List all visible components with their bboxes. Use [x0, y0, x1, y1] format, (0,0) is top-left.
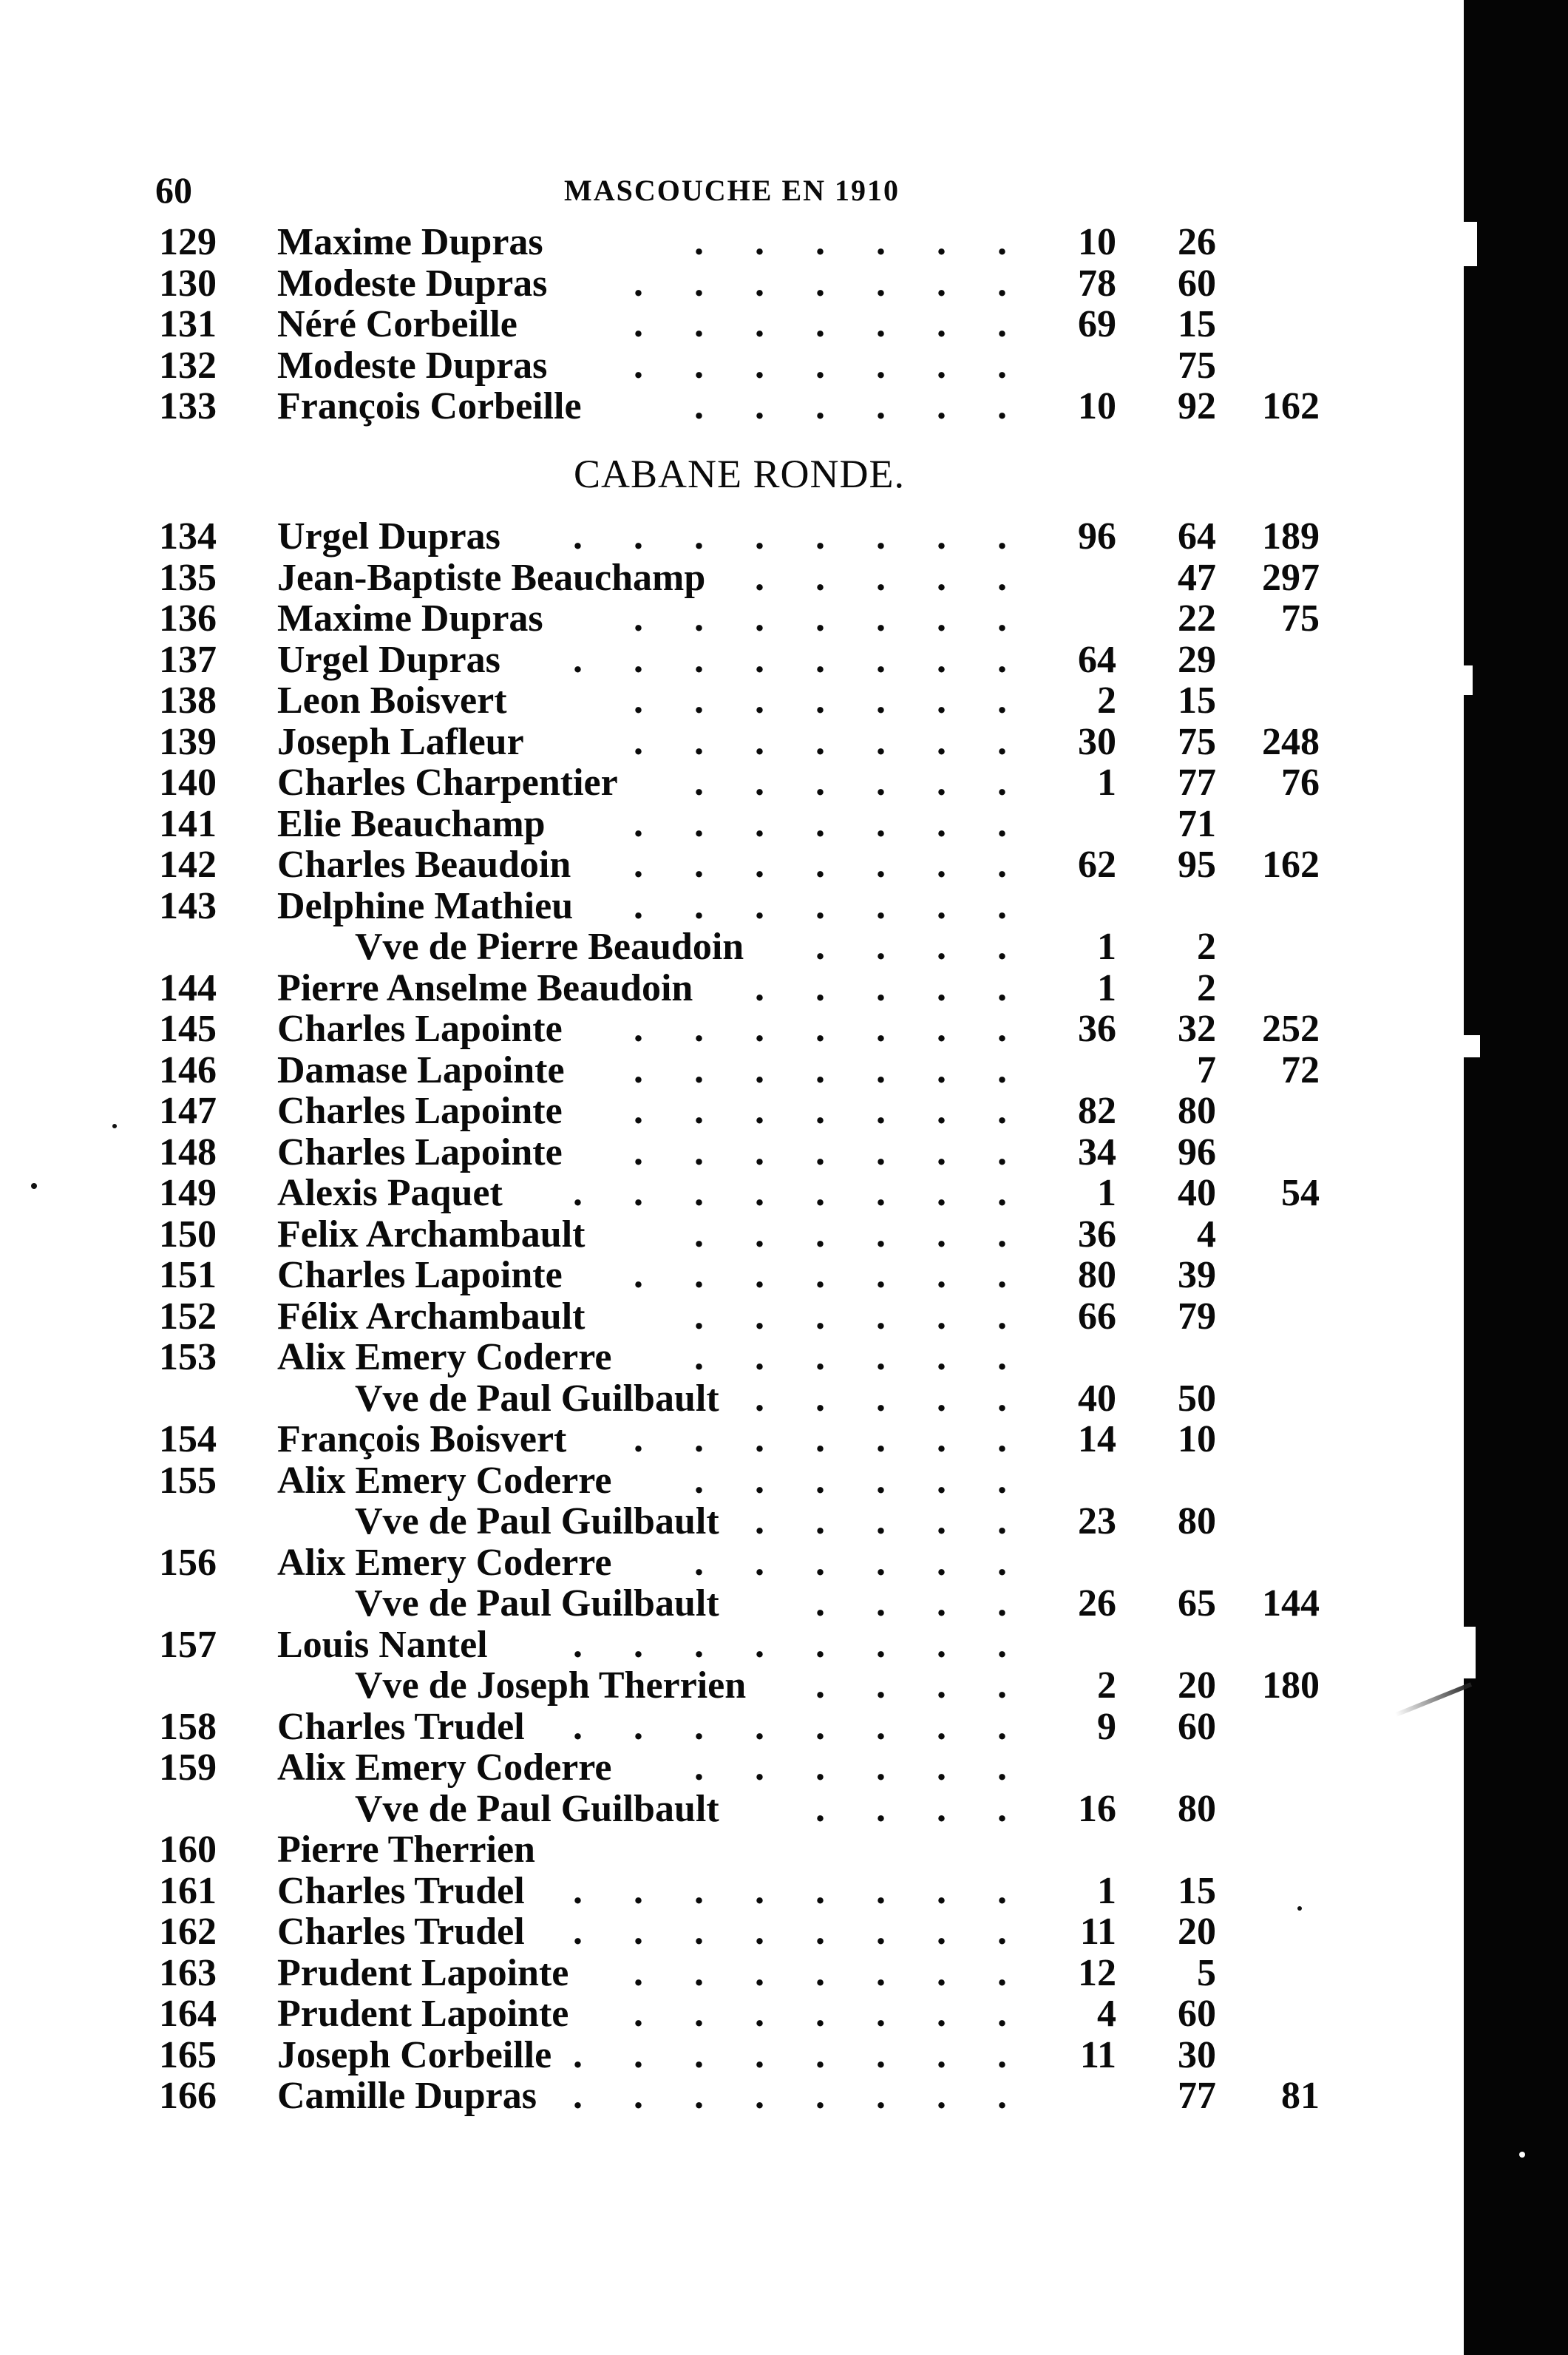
entry-number: 146 — [159, 1048, 217, 1091]
entry-value-col2: 15 — [1178, 303, 1216, 345]
entry-name: Pierre Therrien — [277, 1829, 535, 1871]
dot-leader: . . . . . . . — [634, 1048, 1028, 1091]
entry-value-col1: 4 — [1097, 1993, 1116, 2035]
dot-leader: . . . . . . . . — [573, 1869, 1028, 1912]
entry-name: Maxime Dupras — [277, 221, 543, 263]
dot-leader: . . . . . — [755, 556, 1028, 599]
entry-row — [0, 1911, 1464, 1953]
entry-value-col1: 10 — [1078, 385, 1116, 427]
entry-value-col1: 80 — [1078, 1254, 1116, 1296]
entry-row — [0, 1419, 1464, 1460]
entry-value-col3: 72 — [1281, 1048, 1320, 1091]
dot-leader: . . . . . — [755, 1500, 1028, 1542]
entry-value-col2: 30 — [1178, 2033, 1216, 2076]
dot-leader: . . . . . . . — [634, 1418, 1028, 1460]
entry-value-col1: 23 — [1078, 1500, 1116, 1542]
entry-value-col1: 1 — [1097, 926, 1116, 968]
entry-number: 147 — [159, 1090, 217, 1132]
entry-value-col1: 96 — [1078, 515, 1116, 558]
entry-value-col2: 92 — [1178, 385, 1216, 427]
entry-name: Jean-Baptiste Beauchamp — [277, 556, 706, 599]
entry-value-col1: 11 — [1079, 2033, 1116, 2076]
entry-value-col2: 80 — [1178, 1787, 1216, 1830]
entry-row — [0, 1050, 1464, 1091]
entry-row — [0, 722, 1464, 763]
dot-leader: . . . . . . . — [634, 802, 1028, 845]
scan-speck — [1519, 2152, 1525, 2158]
entry-row — [0, 680, 1464, 722]
entry-value-col3: 162 — [1262, 844, 1320, 886]
dot-leader: . . . . . . . . — [573, 2075, 1028, 2117]
entry-row — [0, 1871, 1464, 1912]
entry-value-col1: 30 — [1078, 720, 1116, 763]
dot-leader: . . . . . . — [694, 221, 1028, 263]
entry-row — [0, 1460, 1464, 1502]
entry-row — [0, 222, 1464, 263]
entry-name: Joseph Lafleur — [277, 720, 524, 763]
dot-leader: . . . . . . . . — [573, 2033, 1028, 2076]
entry-name: Alix Emery Coderre — [277, 1541, 612, 1584]
dot-leader: . . . . . . — [694, 1336, 1028, 1378]
entry-name: François Corbeille — [277, 385, 582, 427]
entry-value-col1: 1 — [1097, 1869, 1116, 1912]
entry-name: Alix Emery Coderre — [277, 1746, 612, 1789]
entry-number: 145 — [159, 1008, 217, 1050]
entry-number: 134 — [159, 515, 217, 558]
entry-value-col2: 60 — [1178, 262, 1216, 305]
entry-value-col1: 26 — [1078, 1582, 1116, 1624]
entry-name: Vve de Paul Guilbault — [355, 1377, 719, 1420]
page-edge-shadow — [1464, 0, 1568, 2355]
entry-name: Prudent Lapointe — [277, 1951, 569, 1994]
entry-name: Alix Emery Coderre — [277, 1459, 612, 1502]
running-title: MASCOUCHE EN 1910 — [563, 174, 900, 207]
entry-row — [0, 304, 1464, 345]
entry-number: 158 — [159, 1705, 217, 1748]
entry-name: Urgel Dupras — [277, 638, 500, 681]
entry-value-col2: 20 — [1178, 1664, 1216, 1707]
section-heading: CABANE RONDE. — [573, 452, 905, 496]
entry-name: Charles Lapointe — [277, 1008, 563, 1050]
dot-leader: . . . . . . . — [634, 1951, 1028, 1994]
entry-name: Néré Corbeille — [277, 303, 517, 345]
entry-value-col2: 2 — [1197, 926, 1216, 968]
entry-number: 139 — [159, 720, 217, 763]
dot-leader: . . . . . — [755, 966, 1028, 1009]
entry-name: Charles Beaudoin — [277, 844, 571, 886]
entry-row — [0, 968, 1464, 1009]
dot-leader: . . . . . . — [694, 1213, 1028, 1256]
entry-row — [0, 1214, 1464, 1256]
entry-row — [0, 1953, 1464, 1994]
dot-leader: . . . . . . — [694, 385, 1028, 427]
entry-row — [0, 1173, 1464, 1214]
dot-leader: . . . . . . . — [634, 1993, 1028, 2035]
entry-name: Joseph Corbeille — [277, 2033, 552, 2076]
entry-value-col2: 40 — [1178, 1172, 1216, 1214]
entry-value-col2: 80 — [1178, 1090, 1216, 1132]
entry-value-col2: 75 — [1178, 344, 1216, 387]
entry-value-col1: 9 — [1097, 1705, 1116, 1748]
entry-row — [0, 1132, 1464, 1173]
dot-leader: . . . . . . . . — [573, 1911, 1028, 1953]
entry-value-col3: 252 — [1262, 1008, 1320, 1050]
entry-value-col3: 189 — [1262, 515, 1320, 558]
entry-name: Vve de Paul Guilbault — [355, 1582, 719, 1624]
entry-row — [0, 345, 1464, 387]
entry-number: 138 — [159, 680, 217, 722]
entry-name: Louis Nantel — [277, 1623, 488, 1666]
entry-name: Pierre Anselme Beaudoin — [277, 966, 693, 1009]
dot-leader: . . . . — [815, 1664, 1028, 1707]
dot-leader: . . . . . . . — [634, 1090, 1028, 1132]
entry-value-col1: 64 — [1078, 638, 1116, 681]
entry-number: 140 — [159, 762, 217, 804]
entry-value-col2: 7 — [1197, 1048, 1216, 1091]
entry-value-col2: 15 — [1178, 1869, 1216, 1912]
entry-value-col1: 66 — [1078, 1295, 1116, 1338]
entry-number: 130 — [159, 262, 217, 305]
entry-row — [0, 1707, 1464, 1748]
entry-value-col2: 71 — [1178, 802, 1216, 845]
entry-value-col1: 12 — [1078, 1951, 1116, 1994]
entry-value-col2: 79 — [1178, 1295, 1216, 1338]
entry-number: 162 — [159, 1911, 217, 1953]
entry-value-col1: 36 — [1078, 1213, 1116, 1256]
entry-row — [0, 804, 1464, 845]
entry-value-col1: 10 — [1078, 221, 1116, 263]
entry-name: Leon Boisvert — [277, 680, 507, 722]
dot-leader: . . . . . . . — [634, 680, 1028, 722]
entry-value-col3: 297 — [1262, 556, 1320, 599]
entry-value-col1: 1 — [1097, 1172, 1116, 1214]
entry-value-col2: 77 — [1178, 2075, 1216, 2117]
entry-number: 133 — [159, 385, 217, 427]
entry-value-col3: 180 — [1262, 1664, 1320, 1707]
entry-name: Charles Trudel — [277, 1911, 525, 1953]
entry-row — [0, 926, 1464, 968]
entry-name: Vve de Paul Guilbault — [355, 1500, 719, 1542]
entry-name: Modeste Dupras — [277, 344, 548, 387]
entry-row — [0, 386, 1464, 427]
entry-value-col3: 54 — [1281, 1172, 1320, 1214]
entry-name: Elie Beauchamp — [277, 802, 546, 845]
entry-value-col2: 75 — [1178, 720, 1216, 763]
entry-number: 163 — [159, 1951, 217, 1994]
entry-value-col1: 11 — [1079, 1911, 1116, 1953]
entry-value-col1: 82 — [1078, 1090, 1116, 1132]
entry-number: 160 — [159, 1829, 217, 1871]
entry-name: Camille Dupras — [277, 2075, 537, 2117]
entry-row — [0, 1296, 1464, 1338]
entry-value-col2: 80 — [1178, 1500, 1216, 1542]
dot-leader: . . . . . . — [694, 762, 1028, 804]
entry-value-col1: 2 — [1097, 1664, 1116, 1707]
entry-value-col2: 20 — [1178, 1911, 1216, 1953]
page-number: 60 — [155, 169, 192, 211]
entry-row — [0, 1542, 1464, 1584]
dot-leader: . . . . . . . — [634, 884, 1028, 927]
entry-name: Felix Archambault — [277, 1213, 586, 1256]
dot-leader: . . . . . . . — [634, 344, 1028, 387]
entry-value-col2: 29 — [1178, 638, 1216, 681]
entry-row — [0, 1009, 1464, 1050]
entry-number: 132 — [159, 344, 217, 387]
entry-number: 135 — [159, 556, 217, 599]
entry-row — [0, 1624, 1464, 1666]
entry-number: 149 — [159, 1172, 217, 1214]
entry-value-col3: 75 — [1281, 597, 1320, 640]
entry-row — [0, 516, 1464, 558]
entry-name: Vve de Pierre Beaudoin — [355, 926, 744, 968]
page-header — [155, 169, 1309, 213]
entry-name: Charles Lapointe — [277, 1090, 563, 1132]
entry-name: Félix Archambault — [277, 1295, 586, 1338]
entry-value-col3: 76 — [1281, 762, 1320, 804]
entry-value-col2: 4 — [1197, 1213, 1216, 1256]
entry-number: 148 — [159, 1131, 217, 1173]
entry-value-col2: 96 — [1178, 1131, 1216, 1173]
entry-number: 164 — [159, 1993, 217, 2035]
entry-row — [0, 558, 1464, 599]
entry-value-col3: 144 — [1262, 1582, 1320, 1624]
entry-name: Charles Trudel — [277, 1869, 525, 1912]
dot-leader: . . . . . . . — [634, 597, 1028, 640]
entry-row — [0, 1501, 1464, 1542]
entry-number: 155 — [159, 1459, 217, 1502]
entry-name: Charles Lapointe — [277, 1254, 563, 1296]
entry-value-col2: 10 — [1178, 1418, 1216, 1460]
entry-value-col2: 47 — [1178, 556, 1216, 599]
entry-value-col1: 36 — [1078, 1008, 1116, 1050]
entry-row — [0, 844, 1464, 886]
entry-value-col1: 2 — [1097, 680, 1116, 722]
entry-name: Maxime Dupras — [277, 597, 543, 640]
dot-leader: . . . . . . — [694, 1295, 1028, 1338]
dot-leader: . . . . . . . — [634, 262, 1028, 305]
dot-leader: . . . . . . . — [634, 303, 1028, 345]
entry-name: Alix Emery Coderre — [277, 1336, 612, 1378]
entry-value-col1: 1 — [1097, 762, 1116, 804]
entry-value-col2: 22 — [1178, 597, 1216, 640]
entry-value-col2: 15 — [1178, 680, 1216, 722]
entry-number: 131 — [159, 303, 217, 345]
entry-value-col2: 5 — [1197, 1951, 1216, 1994]
entry-value-col2: 60 — [1178, 1993, 1216, 2035]
entry-row — [0, 1583, 1464, 1624]
entry-value-col2: 64 — [1178, 515, 1216, 558]
dot-leader: . . . . . . . . — [573, 638, 1028, 681]
entry-name: Charles Lapointe — [277, 1131, 563, 1173]
dot-leader: . . . . . . — [694, 1746, 1028, 1789]
entry-value-col2: 50 — [1178, 1377, 1216, 1420]
dot-leader: . . . . . — [755, 1377, 1028, 1420]
dot-leader: . . . . . . . — [634, 844, 1028, 886]
dot-leader: . . . . — [815, 1582, 1028, 1624]
entry-value-col3: 81 — [1281, 2075, 1320, 2117]
entry-row — [0, 1829, 1464, 1871]
entry-value-col3: 162 — [1262, 385, 1320, 427]
entry-row — [0, 1789, 1464, 1830]
dot-leader: . . . . — [815, 926, 1028, 968]
entry-row — [0, 1993, 1464, 2035]
entry-number: 166 — [159, 2075, 217, 2117]
dot-leader: . . . . . . — [694, 1459, 1028, 1502]
entry-number: 141 — [159, 802, 217, 845]
entry-row — [0, 598, 1464, 640]
dot-leader: . . . . — [815, 1787, 1028, 1830]
entry-number: 142 — [159, 844, 217, 886]
entry-name: Vve de Paul Guilbault — [355, 1787, 719, 1830]
entry-number: 157 — [159, 1623, 217, 1666]
entry-name: Alexis Paquet — [277, 1172, 503, 1214]
dot-leader: . . . . . . — [694, 1541, 1028, 1584]
entry-number: 153 — [159, 1336, 217, 1378]
entry-number: 144 — [159, 966, 217, 1009]
entry-number: 143 — [159, 884, 217, 927]
entry-number: 159 — [159, 1746, 217, 1789]
entry-value-col1: 40 — [1078, 1377, 1116, 1420]
entry-name: François Boisvert — [277, 1418, 567, 1460]
entry-row — [0, 263, 1464, 305]
entry-value-col1: 78 — [1078, 262, 1116, 305]
entry-row — [0, 762, 1464, 804]
entry-name: Damase Lapointe — [277, 1048, 565, 1091]
entry-name: Prudent Lapointe — [277, 1993, 569, 2035]
entry-number: 129 — [159, 221, 217, 263]
entry-row — [0, 2076, 1464, 2117]
entry-number: 150 — [159, 1213, 217, 1256]
entry-name: Delphine Mathieu — [277, 884, 574, 927]
entry-row — [0, 1747, 1464, 1789]
entry-name: Charles Trudel — [277, 1705, 525, 1748]
entry-row — [0, 640, 1464, 681]
entry-name: Modeste Dupras — [277, 262, 548, 305]
entry-value-col1: 14 — [1078, 1418, 1116, 1460]
entry-value-col3: 248 — [1262, 720, 1320, 763]
entry-number: 156 — [159, 1541, 217, 1584]
entry-row — [0, 886, 1464, 927]
entry-number: 137 — [159, 638, 217, 681]
entry-value-col2: 77 — [1178, 762, 1216, 804]
entry-row — [0, 1337, 1464, 1378]
dot-leader: . . . . . . . . — [573, 1172, 1028, 1214]
entry-value-col2: 60 — [1178, 1705, 1216, 1748]
dot-leader: . . . . . . . — [634, 1008, 1028, 1050]
dot-leader: . . . . . . . . — [573, 1705, 1028, 1748]
entry-value-col1: 16 — [1078, 1787, 1116, 1830]
entry-name: Urgel Dupras — [277, 515, 500, 558]
entry-row — [0, 1255, 1464, 1296]
entry-row — [0, 1665, 1464, 1707]
entry-value-col2: 26 — [1178, 221, 1216, 263]
entry-value-col1: 34 — [1078, 1131, 1116, 1173]
entry-value-col2: 95 — [1178, 844, 1216, 886]
entry-number: 151 — [159, 1254, 217, 1296]
entry-value-col2: 39 — [1178, 1254, 1216, 1296]
entry-number: 152 — [159, 1295, 217, 1338]
entry-number: 136 — [159, 597, 217, 640]
dot-leader: . . . . . . . . — [573, 515, 1028, 558]
entry-value-col1: 1 — [1097, 966, 1116, 1009]
entry-value-col2: 2 — [1197, 966, 1216, 1009]
dot-leader: . . . . . . . . — [573, 1623, 1028, 1666]
entry-number: 165 — [159, 2033, 217, 2076]
dot-leader: . . . . . . . — [634, 1131, 1028, 1173]
entry-number: 161 — [159, 1869, 217, 1912]
entry-value-col1: 69 — [1078, 303, 1116, 345]
entry-value-col2: 32 — [1178, 1008, 1216, 1050]
entry-row — [0, 2035, 1464, 2076]
entry-value-col2: 65 — [1178, 1582, 1216, 1624]
entry-row — [0, 1378, 1464, 1420]
dot-leader: . . . . . . . — [634, 1254, 1028, 1296]
dot-leader: . . . . . . . — [634, 720, 1028, 763]
entry-name: Charles Charpentier — [277, 762, 618, 804]
entry-name: Vve de Joseph Therrien — [355, 1664, 747, 1707]
entry-row — [0, 1091, 1464, 1132]
entry-value-col1: 62 — [1078, 844, 1116, 886]
entry-number: 154 — [159, 1418, 217, 1460]
